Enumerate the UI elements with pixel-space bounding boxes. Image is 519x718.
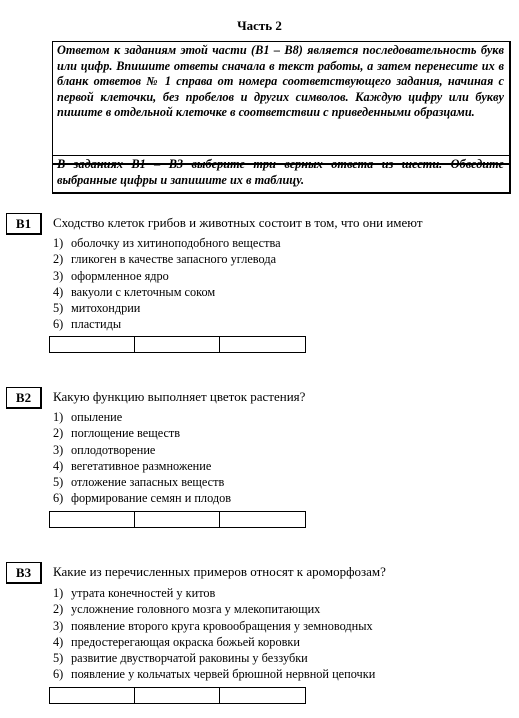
option-b1-6[interactable]: 6) пластиды (53, 317, 122, 332)
question-text-b1: Сходство клеток грибов и животных состоит в том, что они имеют (53, 215, 423, 230)
options-list-b2 (53, 409, 231, 507)
option-b1-3[interactable]: 3) оформленное ядро (53, 268, 169, 283)
answer-grid-b3 (49, 687, 306, 704)
answer-grid-b1 (49, 336, 306, 353)
answer-cell[interactable] (50, 688, 135, 703)
options-list-b3 (53, 585, 375, 683)
option-b3-3[interactable]: 3) появление второго круга кровообращения у земноводных (53, 618, 373, 633)
option-b2-1[interactable]: 1) опыление (53, 410, 123, 424)
option-b2-6[interactable]: 6) формирование семян и плодов (53, 491, 232, 506)
option-b3-5[interactable]: 5) развитие двустворчатой раковины у беззубки (53, 651, 308, 666)
answer-cell[interactable] (135, 512, 220, 527)
option-b2-5[interactable]: 5) отложение запасных веществ (53, 475, 225, 490)
instructions-box: Ответом к заданиям этой части (В1 – В8) является последовательность букв или цифр. Впишите ответы сначала в текст работы, а затем перенесите их в бланк ответов № 1 справа от номера соответствующего задания, начиная с первой клеточки, без пробелов и других символов. Каждую цифру или букву пишите в отдельной клеточке в соответствии с приведенными образцами. (52, 41, 511, 165)
question-text-b3: Какие из перечисленных примеров относят к ароморфозам? (53, 564, 386, 579)
answer-grid-b2 (49, 511, 306, 528)
answer-cell[interactable] (135, 337, 220, 352)
options-list-b1 (53, 235, 281, 333)
question-label-b2: B2 (6, 387, 42, 409)
option-b2-3[interactable]: 3) оплодотворение (53, 442, 156, 457)
option-b3-4[interactable]: 4) предостерегающая окраска божьей коровки (53, 634, 300, 649)
question-text-b2: Какую функцию выполняет цветок растения? (53, 389, 306, 404)
answer-cell[interactable] (220, 337, 305, 352)
answer-cell[interactable] (220, 512, 305, 527)
option-b1-2[interactable]: 2) гликоген в качестве запасного углевода (53, 252, 277, 267)
option-b1-4[interactable]: 4) вакуоли с клеточным соком (53, 284, 216, 299)
task-note-box: В заданиях В1 – В3 выберите три верных ответа из шести. Обведите выбранные цифры и запишите их в таблицу. (52, 155, 511, 194)
question-label-b1: B1 (6, 213, 42, 235)
option-b1-5[interactable]: 5) митохондрии (53, 301, 141, 316)
option-b1-1[interactable]: 1) оболочку из хитиноподобного вещества (53, 236, 281, 250)
option-b3-6[interactable]: 6) появление у кольчатых червей брюшной нервной цепочки (53, 667, 376, 682)
answer-cell[interactable] (135, 688, 220, 703)
answer-cell[interactable] (220, 688, 305, 703)
question-label-b3: B3 (6, 562, 42, 584)
answer-cell[interactable] (50, 512, 135, 527)
option-b3-2[interactable]: 2) усложнение головного мозга у млекопитающих (53, 602, 321, 617)
answer-cell[interactable] (50, 337, 135, 352)
option-b2-4[interactable]: 4) вегетативное размножение (53, 458, 212, 473)
option-b2-2[interactable]: 2) поглощение веществ (53, 426, 181, 441)
part-title: Часть 2 (237, 18, 282, 33)
option-b3-1[interactable]: 1) утрата конечностей у китов (53, 586, 216, 600)
